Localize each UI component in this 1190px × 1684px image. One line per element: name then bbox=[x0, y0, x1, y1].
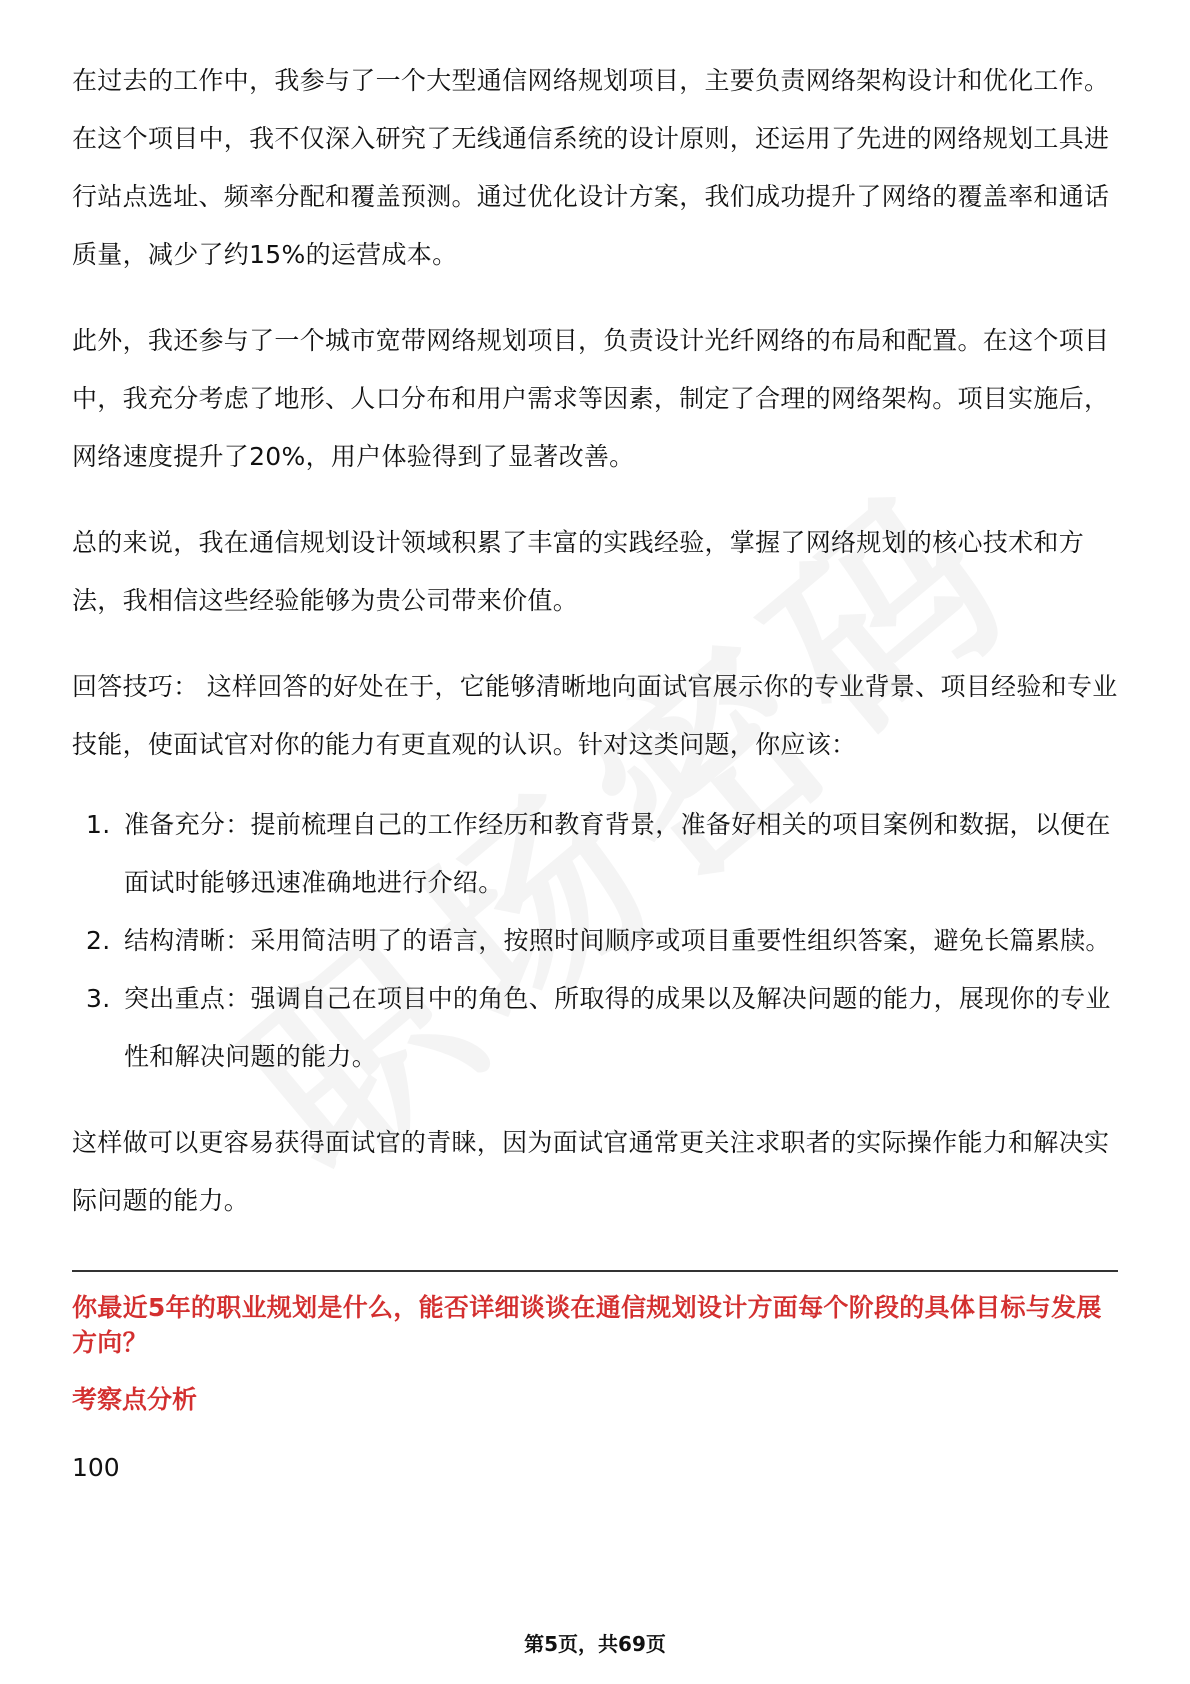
list-item bbox=[72, 970, 1118, 1086]
tips-list bbox=[72, 796, 1118, 1086]
list-item-number: 3. bbox=[86, 984, 111, 1013]
paragraph-closing: 这样做可以更容易获得面试官的青睐，因为面试官通常更关注求职者的实际操作能力和解决实际问题的能力。 bbox=[72, 1128, 1110, 1215]
paragraph-answer-tips: 回答技巧： 这样回答的好处在于，它能够清晰地向面试官展示你的专业背景、项目经验和专业技能，使面试官对你的能力有更直观的认识。针对这类问题，你应该： bbox=[72, 672, 1118, 759]
paragraph-summary: 总的来说，我在通信规划设计领域积累了丰富的实践经验，掌握了网络规划的核心技术和方法，我相信这些经验能够为贵公司带来价值。 bbox=[72, 528, 1085, 615]
score-value: 100 bbox=[72, 1453, 120, 1482]
list-item bbox=[72, 912, 1118, 970]
document-page bbox=[72, 52, 1118, 1488]
paragraph-project-broadband: 此外，我还参与了一个城市宽带网络规划项目，负责设计光纤网络的布局和配置。在这个项目中，我充分考虑了地形、人口分布和用户需求等因素，制定了合理的网络架构。项目实施后，网络速度提升了20%，用户体验得到了显著改善。 bbox=[72, 326, 1110, 471]
list-item-number: 2. bbox=[86, 926, 111, 955]
paragraph-project-network: 在过去的工作中，我参与了一个大型通信网络规划项目，主要负责网络架构设计和优化工作。在这个项目中，我不仅深入研究了无线通信系统的设计原则，还运用了先进的网络规划工具进行站点选址、频率分配和覆盖预测。通过优化设计方案，我们成功提升了网络的覆盖率和通话质量，减少了约15%的运营成本。 bbox=[72, 66, 1110, 269]
analysis-section-label: 考察点分析 bbox=[72, 1385, 198, 1414]
list-item-text: 结构清晰：采用简洁明了的语言，按照时间顺序或项目重要性组织答案，避免长篇累牍。 bbox=[124, 926, 1111, 955]
list-item-text: 准备充分：提前梳理自己的工作经历和教育背景，准备好相关的项目案例和数据，以便在面试时能够迅速准确地进行介绍。 bbox=[124, 810, 1111, 897]
list-item-number: 1. bbox=[86, 810, 111, 839]
page-footer: 第5页，共69页 bbox=[524, 1632, 666, 1656]
next-question-heading: 你最近5年的职业规划是什么，能否详细谈谈在通信规划设计方面每个阶段的具体目标与发展方向？ bbox=[72, 1293, 1102, 1357]
list-item-text: 突出重点：强调自己在项目中的角色、所取得的成果以及解决问题的能力，展现你的专业性和解决问题的能力。 bbox=[124, 984, 1111, 1071]
section-divider bbox=[72, 1270, 1118, 1272]
list-item bbox=[72, 796, 1118, 912]
